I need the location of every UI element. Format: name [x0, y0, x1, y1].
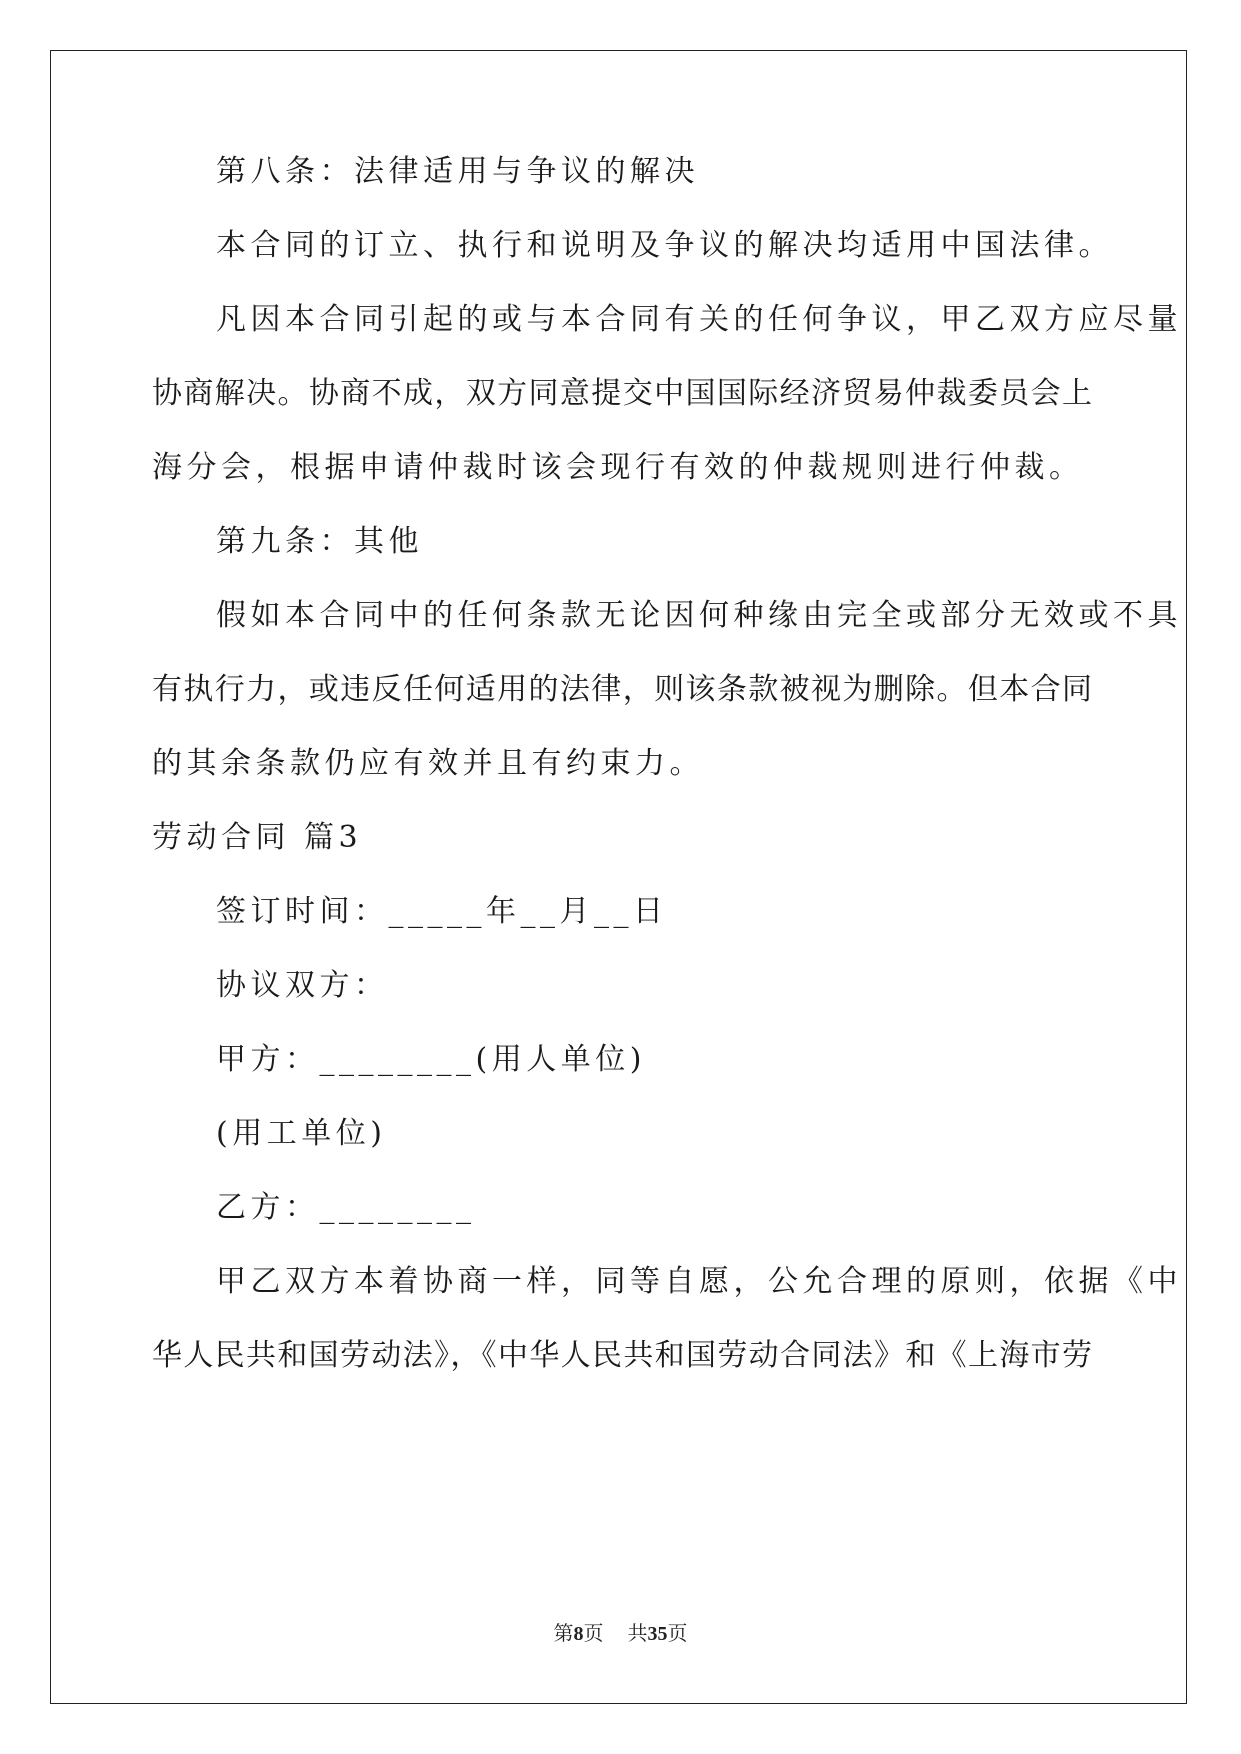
- article-8-heading: 第八条：法律适用与争议的解决: [216, 154, 699, 189]
- employer-unit-line: (用工单位): [216, 1116, 387, 1151]
- party-b-line: 乙方：________: [216, 1190, 476, 1225]
- paragraph-line: 海分会，根据申请仲裁时该会现行有效的仲裁规则进行仲裁。: [152, 450, 1084, 485]
- page-border: [50, 50, 1187, 1704]
- article-9-heading: 第九条：其他: [216, 524, 423, 559]
- paragraph-line: 甲乙双方本着协商一样，同等自愿，公允合理的原则，依据《中: [216, 1264, 1182, 1299]
- paragraph-line: 华人民共和国劳动法》，《中华人民共和国劳动合同法》和《上海市劳: [152, 1338, 1092, 1373]
- paragraph-line: 假如本合同中的任何条款无论因何种缘由完全或部分无效或不具: [216, 598, 1182, 633]
- party-a-line: 甲方：________(用人单位): [216, 1042, 646, 1077]
- total-pages: 35: [647, 1623, 668, 1645]
- paragraph-line: 有执行力，或违反任何适用的法律，则该条款被视为删除。但本合同: [152, 672, 1092, 707]
- page-number: 8: [573, 1623, 584, 1645]
- page-prefix: 第: [553, 1621, 574, 1645]
- paragraph-line: 本合同的订立、执行和说明及争议的解决均适用中国法律。: [216, 228, 1113, 263]
- paragraph-line: 协商解决。协商不成，双方同意提交中国国际经济贸易仲裁委员会上: [152, 376, 1092, 411]
- parties-heading: 协议双方：: [216, 968, 389, 1003]
- total-suffix: 页: [667, 1621, 688, 1645]
- page-suffix: 页: [583, 1621, 604, 1645]
- sign-date-line: 签订时间：_____年__月__日: [216, 894, 668, 929]
- section-title: 劳动合同 篇3: [152, 820, 363, 855]
- page-footer: [0, 1620, 1241, 1647]
- total-prefix: 共: [627, 1621, 648, 1645]
- paragraph-line: 的其余条款仍应有效并且有约束力。: [152, 746, 704, 781]
- paragraph-line: 凡因本合同引起的或与本合同有关的任何争议，甲乙双方应尽量: [216, 302, 1182, 337]
